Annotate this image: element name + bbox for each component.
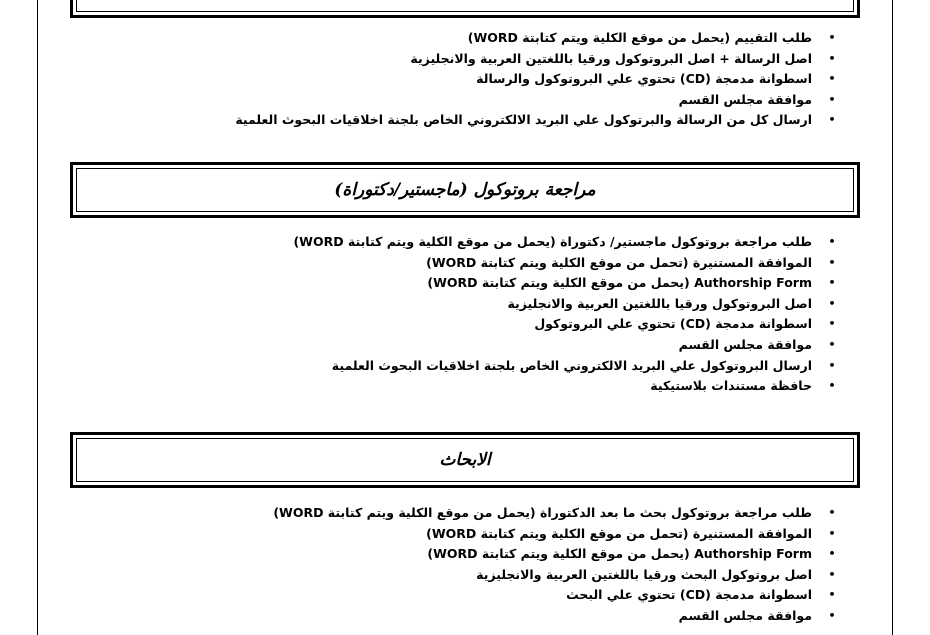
section-header-inner-border xyxy=(76,0,854,12)
section-header-box-protocol xyxy=(70,162,860,218)
list-item: • ارسال كل من الرسالة والبرتوكول علي البريد الالكتروني الخاص بلجنة اخلاقيات البحوث العلمية xyxy=(235,112,836,128)
list-item: • حافظة مستندات بلاستيكية xyxy=(650,378,836,394)
list-item: • اسطوانة مدمجة (CD) تحتوي علي البروتوكول والرسالة xyxy=(476,71,836,87)
list-item: • اصل الرسالة + اصل البروتوكول ورقيا باللغتين العربية والانجليزية xyxy=(410,50,836,66)
list-item: • الموافقة المستنيرة (تحمل من موقع الكلية ويتم كتابتة WORD) xyxy=(426,254,836,270)
list-item: • Authorship Form (يحمل من موقع الكلية ويتم كتابتة WORD) xyxy=(427,546,836,562)
section2-list xyxy=(293,232,838,397)
list-item: • اصل بروتوكول البحث ورقيا باللغتين العربية والانجليزية xyxy=(476,566,836,582)
list-item: • اسطوانة مدمجة (CD) تحتوي علي البروتوكول xyxy=(534,316,836,332)
list-item: • ارسال البروتوكول علي البريد الالكتروني الخاص بلجنة اخلاقيات البحوث العلمية xyxy=(331,357,836,373)
section3-list xyxy=(273,503,838,627)
section-title: مراجعة بروتوكول (ماجستير/دكتوراة) xyxy=(334,180,596,200)
list-item: • طلب مراجعة بروتوكول ماجستير/ دكتوراة (يحمل من موقع الكلية ويتم كتابتة WORD) xyxy=(293,234,836,249)
section-header-box-top xyxy=(70,0,860,18)
list-item: • Authorship Form (يحمل من موقع الكلية ويتم كتابتة WORD) xyxy=(427,275,836,291)
section-title: الابحاث xyxy=(439,450,491,470)
list-item: • طلب مراجعة بروتوكول بحث ما بعد الدكتوراة (يحمل من موقع الكلية ويتم كتابتة WORD) xyxy=(273,505,836,520)
section1-list xyxy=(235,28,838,131)
list-item: • موافقة مجلس القسم xyxy=(678,607,836,623)
section-header-box-research xyxy=(70,432,860,488)
list-item: • اصل البروتوكول ورقيا باللغتين العربية والانجليزية xyxy=(507,295,836,311)
list-item: • موافقة مجلس القسم xyxy=(678,91,836,107)
list-item: • موافقة مجلس القسم xyxy=(678,336,836,352)
list-item: • الموافقة المستنيرة (تحمل من موقع الكلية ويتم كتابتة WORD) xyxy=(426,525,836,541)
list-item: • اسطوانة مدمجة (CD) تحتوي علي البحث xyxy=(566,587,836,603)
list-item: • طلب التقييم (يحمل من موقع الكلية ويتم كتابتة WORD) xyxy=(467,30,836,45)
